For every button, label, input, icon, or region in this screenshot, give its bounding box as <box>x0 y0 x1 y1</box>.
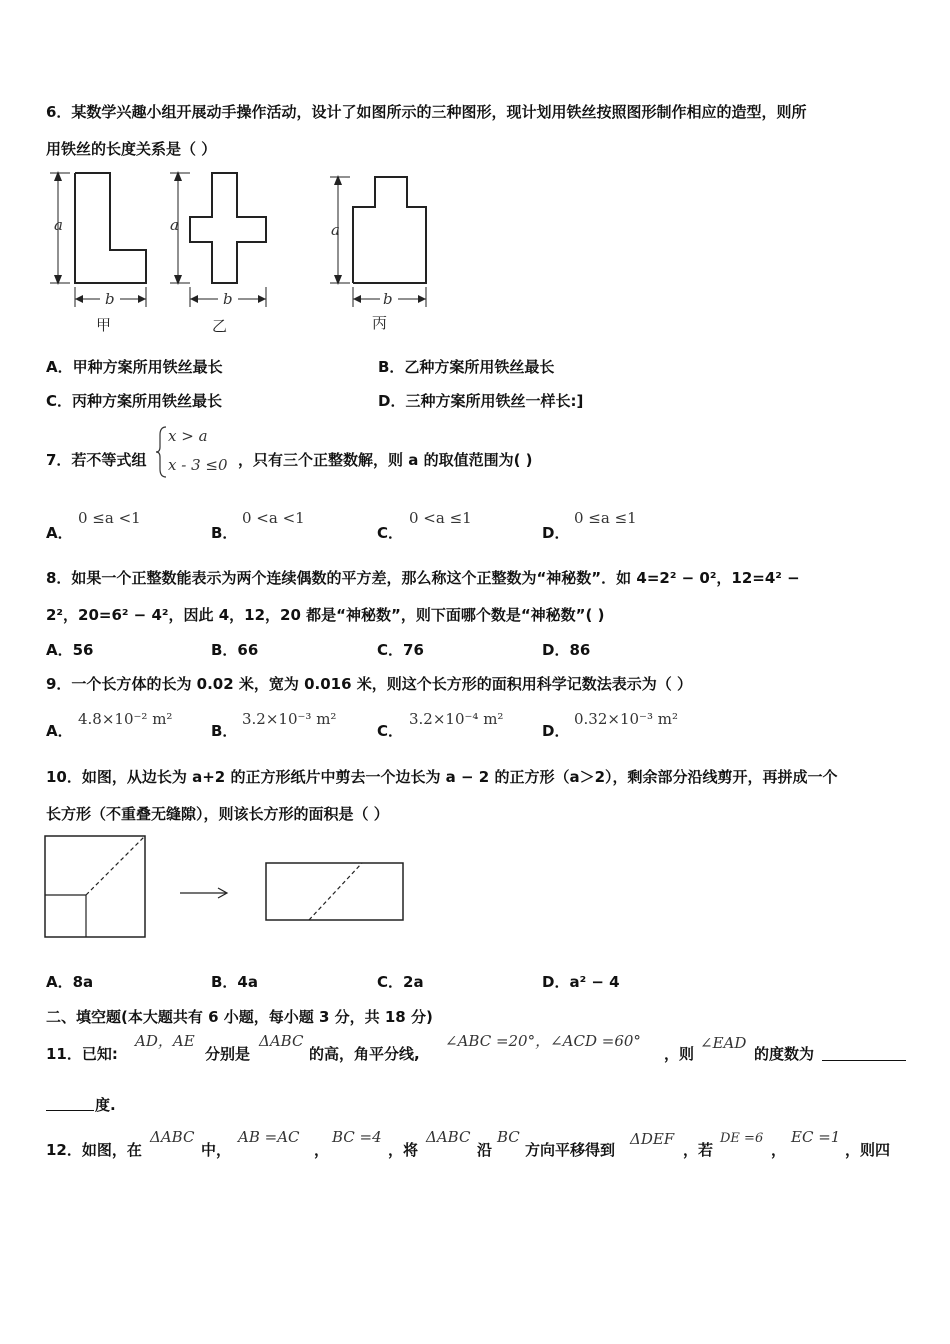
q11-text-4: 的度数为 <box>754 1045 815 1063</box>
q6-fig1-caption: 甲 <box>96 316 112 334</box>
q9-option-a-letter: A． <box>46 722 73 740</box>
q6-figure-bing <box>320 165 440 335</box>
q9-option-c-value: 3.2×10⁻⁴ m² <box>409 710 504 728</box>
q11-math-triangle: ΔABC <box>259 1032 304 1050</box>
q8-line2: 2²，20=6² − 4²，因此 4，12，20 都是“神秘数”，则下面哪个数是“神秘数”( ) <box>46 606 605 624</box>
q11-math-angles: ∠ABC =20°，∠ACD =60° <box>445 1032 641 1050</box>
q6-option-c: C．丙种方案所用铁丝最长 <box>46 392 223 410</box>
q6-fig2-a: a <box>170 216 179 234</box>
q6-fig2-caption: 乙 <box>212 317 228 335</box>
q12-text-5: 沿 <box>477 1141 493 1159</box>
q6-figure-jia <box>40 165 160 335</box>
q10-figure <box>44 835 414 941</box>
q12-math-5: BC <box>497 1128 520 1146</box>
q7-option-d-value: 0 ≤a ≤1 <box>574 509 637 527</box>
q12-math-1: ΔABC <box>150 1128 195 1146</box>
q12-math-2: AB =AC <box>238 1128 300 1146</box>
q10-option-d: D．a² − 4 <box>542 973 620 991</box>
q9-option-b-letter: B． <box>211 722 238 740</box>
q9-option-d-value: 0.32×10⁻³ m² <box>574 710 678 728</box>
q12-math-8: EC =1 <box>791 1128 841 1146</box>
q9-option-d-letter: D． <box>542 722 570 740</box>
q12-text-4: ，将 <box>388 1141 419 1159</box>
q11-answer-blank-1[interactable] <box>822 1060 906 1061</box>
q6-fig3-caption: 丙 <box>372 314 388 332</box>
q10-line2: 长方形（不重叠无缝隙），则该长方形的面积是（ ） <box>46 805 389 823</box>
q12-text-1: 12．如图，在 <box>46 1141 142 1159</box>
q11-math-ead: ∠EAD <box>700 1034 747 1052</box>
q10-option-a: A．8a <box>46 973 94 991</box>
q7-option-c-letter: C． <box>377 524 404 542</box>
q7-option-a-letter: A． <box>46 524 73 542</box>
q7-inequality-2: x - 3 ≤0 <box>168 456 228 474</box>
q8-option-b: B．66 <box>211 641 259 659</box>
q8-option-d: D．86 <box>542 641 591 659</box>
q7-option-d-letter: D． <box>542 524 570 542</box>
q10-option-b: B．4a <box>211 973 258 991</box>
q11-answer-blank-2[interactable] <box>46 1110 94 1111</box>
q6-fig2-b: b <box>223 290 233 308</box>
q7-suffix: ，只有三个正整数解，则 a 的取值范围为( ) <box>238 451 533 469</box>
q6-fig3-b: b <box>383 290 393 308</box>
q12-math-7: DE =6 <box>720 1131 764 1146</box>
q9-stem: 9．一个长方体的长为 0.02 米，宽为 0.016 米，则这个长方形的面积用科学记数法表示为（ ） <box>46 675 693 693</box>
section2-title: 二、填空题(本大题共有 6 小题，每小题 3 分，共 18 分) <box>46 1008 433 1026</box>
q12-math-3: BC =4 <box>332 1128 382 1146</box>
q9-option-c-letter: C． <box>377 722 404 740</box>
q12-math-4: ΔABC <box>426 1128 471 1146</box>
q7-option-b-value: 0 <a <1 <box>242 509 305 527</box>
q12-text-6: 方向平移得到 <box>525 1141 616 1159</box>
q6-fig1-b: b <box>105 290 115 308</box>
q12-text-2: 中， <box>201 1141 232 1159</box>
q8-option-c: C．76 <box>377 641 424 659</box>
q12-text-3: ， <box>314 1141 330 1159</box>
q12-text-9: ，则四 <box>845 1141 891 1159</box>
q7-prefix: 7．若不等式组 <box>46 451 147 469</box>
q6-stem-line1: 6．某数学兴趣小组开展动手操作活动，设计了如图所示的三种图形，现计划用铁丝按照图形制作相应的造型，则所 <box>46 103 807 121</box>
q7-option-b-letter: B． <box>211 524 238 542</box>
q12-math-6: ΔDEF <box>630 1130 675 1148</box>
q6-figure-yi <box>160 165 280 335</box>
q11-prefix: 11．已知: <box>46 1045 118 1063</box>
q11-line2-suffix: 度. <box>95 1096 116 1114</box>
q12-text-7: ，若 <box>683 1141 714 1159</box>
q8-line1: 8．如果一个正整数能表示为两个连续偶数的平方差，那么称这个正整数为“神秘数”．如 4=2² − 0²，12=4² − <box>46 569 800 587</box>
q10-option-c: C．2a <box>377 973 424 991</box>
q8-option-a: A．56 <box>46 641 94 659</box>
q11-text-2: 的高，角平分线, <box>309 1045 420 1063</box>
q12-text-8: ， <box>771 1141 787 1159</box>
q6-stem-line2: 用铁丝的长度关系是（ ） <box>46 140 217 158</box>
q7-inequality-1: x > a <box>168 427 208 445</box>
q7-brace <box>156 425 168 479</box>
q7-option-a-value: 0 ≤a <1 <box>78 509 141 527</box>
q9-option-b-value: 3.2×10⁻³ m² <box>242 710 337 728</box>
q6-option-d: D．三种方案所用铁丝一样长:] <box>378 392 584 410</box>
q6-fig1-a: a <box>54 216 63 234</box>
q11-text-1: 分别是 <box>205 1045 251 1063</box>
q6-option-a: A．甲种方案所用铁丝最长 <box>46 358 223 376</box>
q9-option-a-value: 4.8×10⁻² m² <box>78 710 173 728</box>
q11-text-3: ，则 <box>664 1045 695 1063</box>
q6-option-b: B．乙种方案所用铁丝最长 <box>378 358 555 376</box>
q10-line1: 10．如图，从边长为 a+2 的正方形纸片中剪去一个边长为 a − 2 的正方形（a＞2），剩余部分沿线剪开，再拼成一个 <box>46 768 838 786</box>
q6-fig3-a: a <box>331 221 340 239</box>
q11-math-ad-ae: AD，AE <box>135 1032 195 1050</box>
q7-option-c-value: 0 <a ≤1 <box>409 509 472 527</box>
